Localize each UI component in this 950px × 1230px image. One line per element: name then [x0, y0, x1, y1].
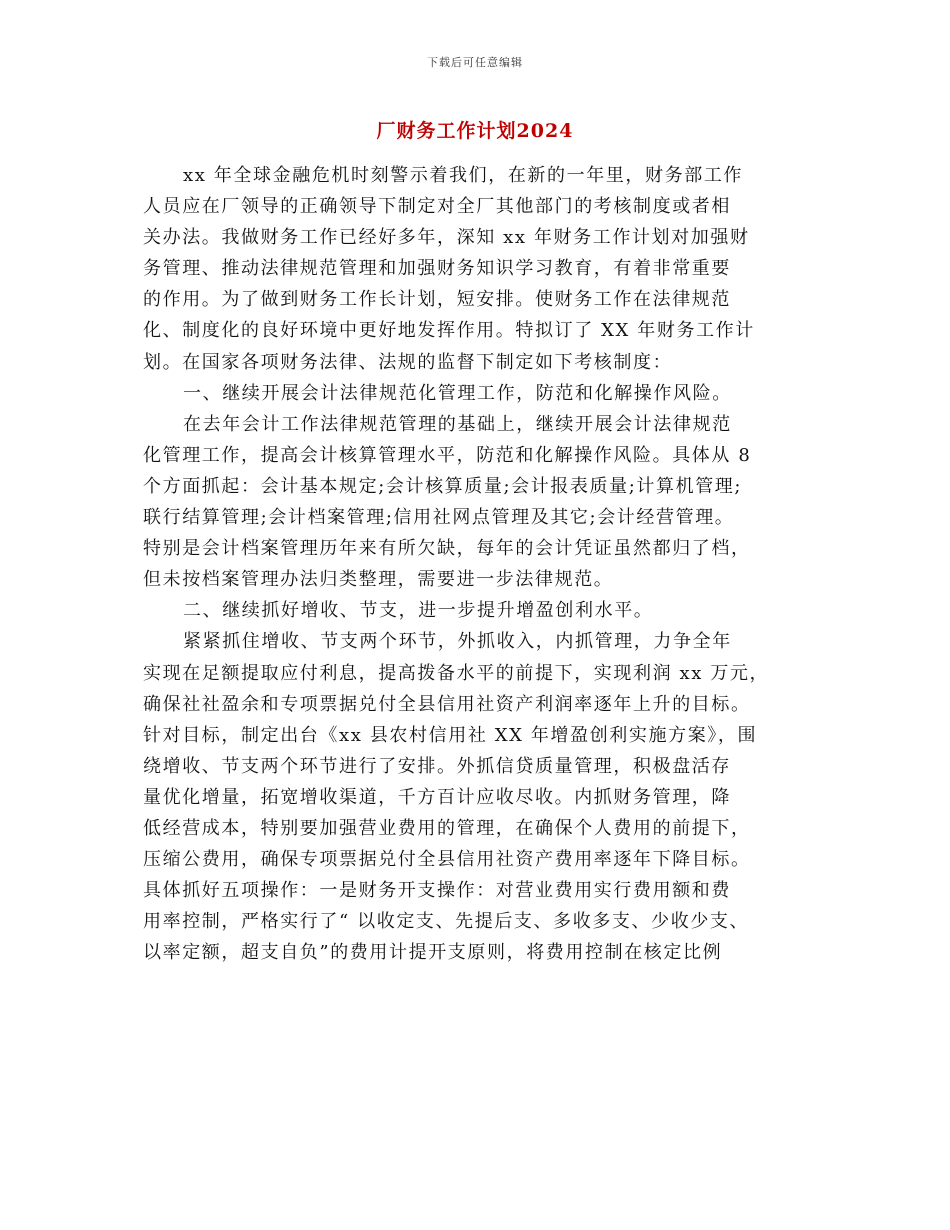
body-line: 量优化增量，拓宽增收渠道，千方百计应收尽收。内抓财务管理，降: [143, 786, 731, 808]
body-line: 用率控制，严格实行了“ 以收定支、先提后支、多收多支、少收少支、: [143, 911, 750, 933]
body-line: 关办法。我做财务工作已经好多年，深知 xx 年财务工作计划对加强财: [143, 227, 750, 249]
body-line: 紧紧抓住增收、节支两个环节，外抓收入，内抓管理，力争全年: [183, 631, 732, 653]
body-line: 低经营成本，特别要加强营业费用的管理，在确保个人费用的前提下，: [143, 817, 751, 839]
body-line: xx 年全球金融危机时刻警示着我们，在新的一年里，财务部工作: [183, 165, 744, 186]
body-line: 在去年会计工作法律规范管理的基础上，继续开展会计法律规范: [183, 413, 732, 435]
page-header: 下载后可任意编辑: [427, 56, 523, 69]
body-line: 联行结算管理;会计档案管理;信用社网点管理及其它;会计经营管理。: [143, 507, 735, 529]
body-line: 实现在足额提取应付利息，提高拨备水平的前提下，实现利润 xx 万元，: [143, 662, 770, 684]
body-line: 化、制度化的良好环境中更好地发挥作用。特拟订了 XX 年财务工作计: [143, 320, 755, 342]
document-title: 厂财务工作计划2024: [376, 120, 574, 142]
body-line: 确保社社盈余和专项票据兑付全县信用社资产利润率逐年上升的目标。: [143, 693, 751, 715]
body-line: 务管理、推动法律规范管理和加强财务知识学习教育，有着非常重要: [143, 258, 731, 280]
body-line: 压缩公费用，确保专项票据兑付全县信用社资产费用率逐年下降目标。: [143, 849, 751, 871]
body-line: 但未按档案管理办法归类整理，需要进一步法律规范。: [143, 569, 614, 591]
body-line: 人员应在厂领导的正确领导下制定对全厂其他部门的考核制度或者相: [143, 196, 731, 218]
body-line: 具体抓好五项操作：一是财务开支操作：对营业费用实行费用额和费: [143, 880, 731, 902]
document-body: [143, 160, 818, 968]
body-line: 一、继续开展会计法律规范化管理工作，防范和化解操作风险。: [183, 382, 732, 404]
body-line: 个方面抓起：会计基本规定;会计核算质量;会计报表质量;计算机管理;: [143, 475, 743, 497]
body-line: 的作用。为了做到财务工作长计划，短安排。使财务工作在法律规范: [143, 289, 731, 311]
body-line: 划。在国家各项财务法律、法规的监督下制定如下考核制度：: [143, 351, 673, 373]
body-line: 针对目标，制定出台《xx 县农村信用社 XX 年增盈创利实施方案》，围: [143, 724, 758, 746]
body-line: 特别是会计档案管理历年来有所欠缺，每年的会计凭证虽然都归了档，: [143, 538, 751, 560]
body-line: 化管理工作，提高会计核算管理水平，防范和化解操作风险。具体从 8: [143, 444, 752, 466]
body-line: 绕增收、节支两个环节进行了安排。外抓信贷质量管理，积极盘活存: [143, 755, 731, 777]
body-line: 二、继续抓好增收、节支，进一步提升增盈创利水平。: [183, 600, 654, 622]
body-line: 以率定额，超支自负”的费用计提开支原则，将费用控制在核定比例: [143, 942, 723, 964]
